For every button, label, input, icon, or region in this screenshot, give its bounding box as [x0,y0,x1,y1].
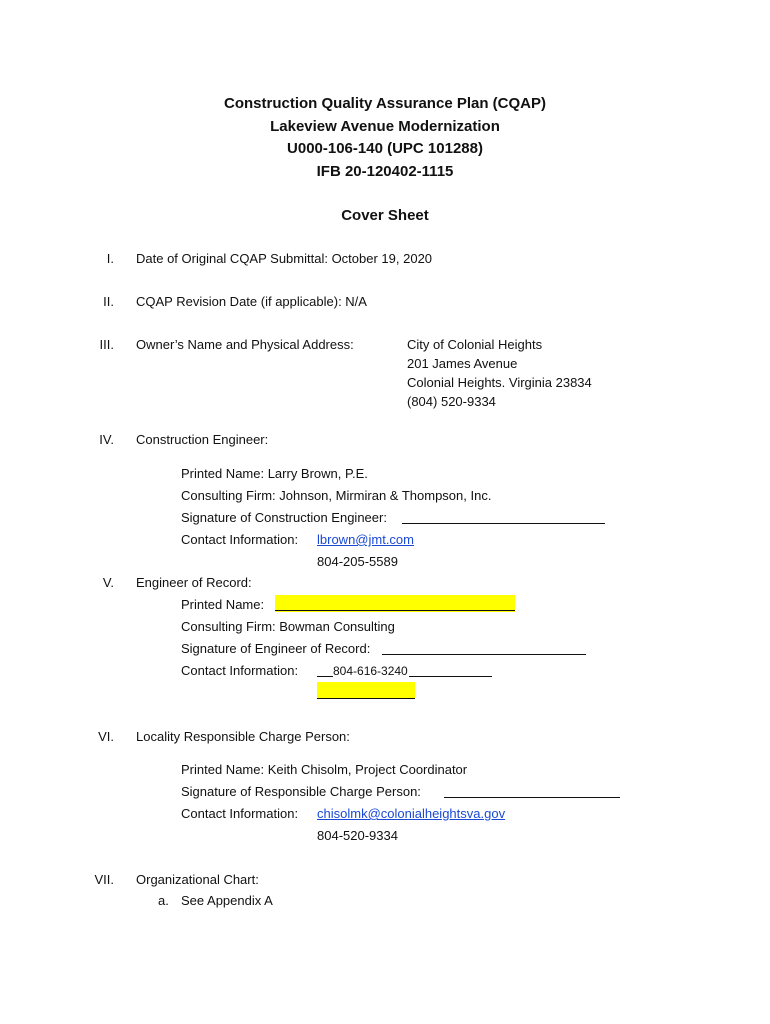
section-3-numeral: III. [99,337,114,352]
contact-trailing-line [409,676,492,677]
construction-engineer-consulting-firm: Consulting Firm: Johnson, Mirmiran & Thompson, Inc. [181,488,492,503]
contact-highlight [317,682,415,699]
engineer-of-record-signature-line [382,654,586,655]
responsible-person-signature-line [444,797,620,798]
section-4-label: Construction Engineer: [136,432,269,447]
title-line-3: U000-106-140 (UPC 101288) [287,140,483,157]
owner-address-line-4: (804) 520-9334 [407,394,496,409]
engineer-of-record-signature-label: Signature of Engineer of Record: [181,641,371,656]
owner-address-line-1: City of Colonial Heights [407,337,543,352]
engineer-of-record-phone: 804-616-3240 [333,664,408,678]
section-7-sub-letter: a. [158,893,169,908]
engineer-of-record-consulting-firm: Consulting Firm: Bowman Consulting [181,619,395,634]
section-3-label: Owner’s Name and Physical Address: [136,337,354,352]
section-7-label: Organizational Chart: [136,872,259,887]
document-title-block [0,93,770,183]
construction-engineer-email-link[interactable]: lbrown@jmt.com [317,532,414,547]
section-6-label: Locality Responsible Charge Person: [136,729,350,744]
section-2-text: CQAP Revision Date (if applicable): N/A [136,294,367,309]
construction-engineer-signature-line [402,523,605,524]
section-1-numeral: I. [106,251,114,266]
title-line-2: Lakeview Avenue Modernization [270,117,500,135]
section-7-sub-text: See Appendix A [181,893,273,908]
responsible-person-signature-label: Signature of Responsible Charge Person: [181,784,421,799]
construction-engineer-printed-name: Printed Name: Larry Brown, P.E. [181,466,368,481]
construction-engineer-phone: 804-205-5589 [317,554,398,569]
section-5-numeral: V. [102,575,114,590]
cover-sheet-title: Cover Sheet [341,207,429,224]
responsible-person-contact-label: Contact Information: [181,806,299,821]
owner-address-line-3: Colonial Heights. Virginia 23834 [407,375,592,390]
title-line-4: IFB 20-120402-1115 [316,162,454,180]
section-5-label: Engineer of Record: [136,575,252,590]
engineer-of-record-printed-name-line [275,610,515,611]
engineer-of-record-contact-label: Contact Information: [181,663,299,678]
contact-highlight-underline [317,698,415,699]
engineer-of-record-printed-name-label: Printed Name: [181,597,265,612]
responsible-person-phone: 804-520-9334 [317,828,398,843]
section-2-numeral: II. [103,294,114,309]
construction-engineer-contact-label: Contact Information: [181,532,299,547]
section-7-numeral: VII. [94,872,114,887]
owner-address-line-2: 201 James Avenue [407,356,518,371]
section-6-numeral: VI. [98,729,114,744]
construction-engineer-signature-label: Signature of Construction Engineer: [181,510,387,525]
responsible-person-email-link[interactable]: chisolmk@colonialheightsva.gov [317,806,506,821]
responsible-person-printed-name: Printed Name: Keith Chisolm, Project Coordinator [181,762,468,777]
section-1-text: Date of Original CQAP Submittal: October 19, 2020 [136,251,433,266]
section-4-numeral: IV. [99,432,114,447]
title-line-1: Construction Quality Assurance Plan (CQAP) [224,95,546,112]
contact-leading-line [317,676,333,677]
